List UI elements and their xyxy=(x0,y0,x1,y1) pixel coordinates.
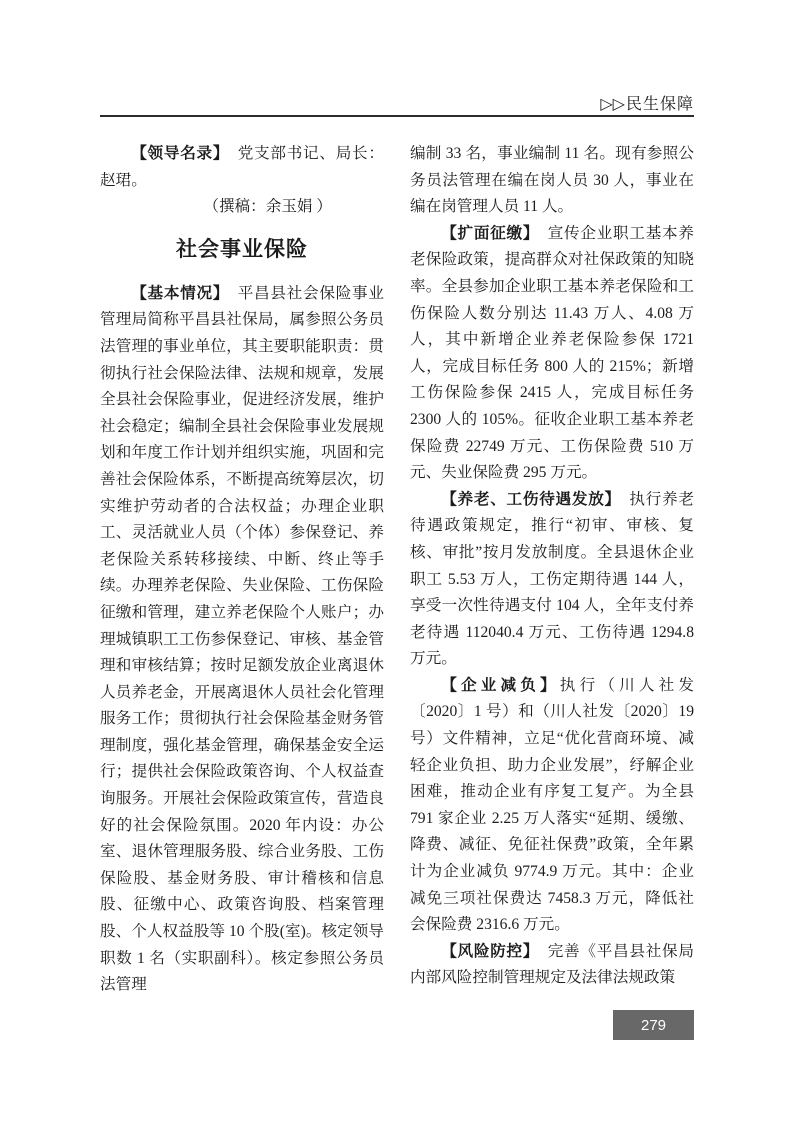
leaders-paragraph xyxy=(100,141,384,194)
running-head xyxy=(100,91,694,114)
header-rule xyxy=(100,115,694,117)
basic-situation-paragraph xyxy=(100,281,384,999)
right-column xyxy=(410,141,694,999)
risk-control-paragraph xyxy=(410,939,694,992)
page-number: 279 xyxy=(613,1010,694,1040)
benefit-payment-paragraph xyxy=(410,487,694,673)
basic-situation-text: 平昌县社会保险事业管理局简称平昌县社保局，属参照公务员法管理的事业单位，其主要职能职责：贯彻执行社会保险法律、法规和规章，发展全县社会保险事业，促进经济发展，维护社会稳定；编制全县社会保险事业发展规划和年度工作计划并组织实施，巩固和完善社会保险体系，不断提高统筹层次，切实维护劳动者的合法权益；办理企业职工、灵活就业人员（个体）参保登记、养老保险关系转移接续、中断、终止等手续。办理养老保险、失业保险、工伤保险征缴和管理，建立养老保险个人账户；办理城镇职工工伤参保登记、审核、基金管理和审核结算；按时足额发放企业离退休人员养老金，开展离退休人员社会化管理服务工作；贯彻执行社会保险基金财务管理制度，强化基金管理，确保基金安全运行；提供社会保险政策咨询、个人权益查询服务。开展社会保险政策宣传，营造良好的社会保险氛围。2020 年内设：办公室、退休管理服务股、综合业务股、工伤保险股、基金财务股、审计稽核和信息股、征缴中心、政策咨询股、档案管理股、个人权益股等 10 个股(室)。核定领导职数 1 名（实职副科）。核定参照公务员法管理 xyxy=(100,284,384,994)
basic-situation-tag: 【基本情况】 xyxy=(131,284,222,302)
continuation-paragraph: 编制 33 名，事业编制 11 名。现有参照公务员法管理在编在岗人员 30 人，事业在编在岗管理人员 11 人。 xyxy=(410,145,694,216)
expansion-collection-tag: 【扩面征缴】 xyxy=(441,224,532,242)
enterprise-relief-tag: 【企业减负】 xyxy=(441,676,560,694)
expansion-collection-text: 宣传企业职工基本养老保险政策，提高群众对社保政策的知晓率。全县参加企业职工基本养老保险和工伤保险人数分别达 11.43 万人、4.08 万人，其中新增企业养老保险参保 1721 人，完成目标任务 800 人的 215%；新增工伤保险参保 2415 人，完成目标任务 2300 人的 105%。征收企业职工基本养老保险费 22749 万元、工伤保险费 510 万元、失业保险费 295 万元。 xyxy=(410,224,694,482)
left-column xyxy=(100,141,384,999)
enterprise-relief-text: 执行（川人社发〔2020〕1 号）和（川人社发〔2020〕19 号）文件精神，立足“优化营商环境、减轻企业负担、助力企业发展”，纾解企业困难，推动企业有序复工复产。为全县 791 家企业 2.25 万人落实“延期、缓缴、降费、减征、免征社保费”政策，全年累计为企业减负 9774.9 万元。其中：企业减免三项社保费达 7458.3 万元，降低社会保险费 2316.6 万元。 xyxy=(410,676,694,934)
leaders-tag: 【领导名录】 xyxy=(131,145,222,162)
section-title: 社会事业保险 xyxy=(176,237,308,261)
byline: （撰稿：余玉娟 ） xyxy=(203,198,332,216)
text-columns xyxy=(100,141,694,999)
benefit-payment-tag: 【养老、工伤待遇发放】 xyxy=(441,490,614,508)
risk-control-text: 完善《平昌县社保局内部风险控制管理规定及法律法规政策 xyxy=(410,942,694,987)
expansion-collection-paragraph xyxy=(410,221,694,487)
enterprise-relief-paragraph xyxy=(410,673,694,939)
risk-control-tag: 【风险防控】 xyxy=(441,942,532,960)
benefit-payment-text: 执行养老待遇政策规定，推行“初审、审核、复核、审批”按月发放制度。全县退休企业职工 5.53 万人，工伤定期待遇 144 人，享受一次性待遇支付 104 人，全年支付养老待遇 112040.4 万元、工伤待遇 1294.8 万元。 xyxy=(410,490,694,668)
double-triangle-icon: ▷▷ xyxy=(600,96,625,113)
leaders-text: 党支部书记、局长：赵珺。 xyxy=(100,145,384,189)
running-head-title: 民生保障 xyxy=(625,96,694,113)
